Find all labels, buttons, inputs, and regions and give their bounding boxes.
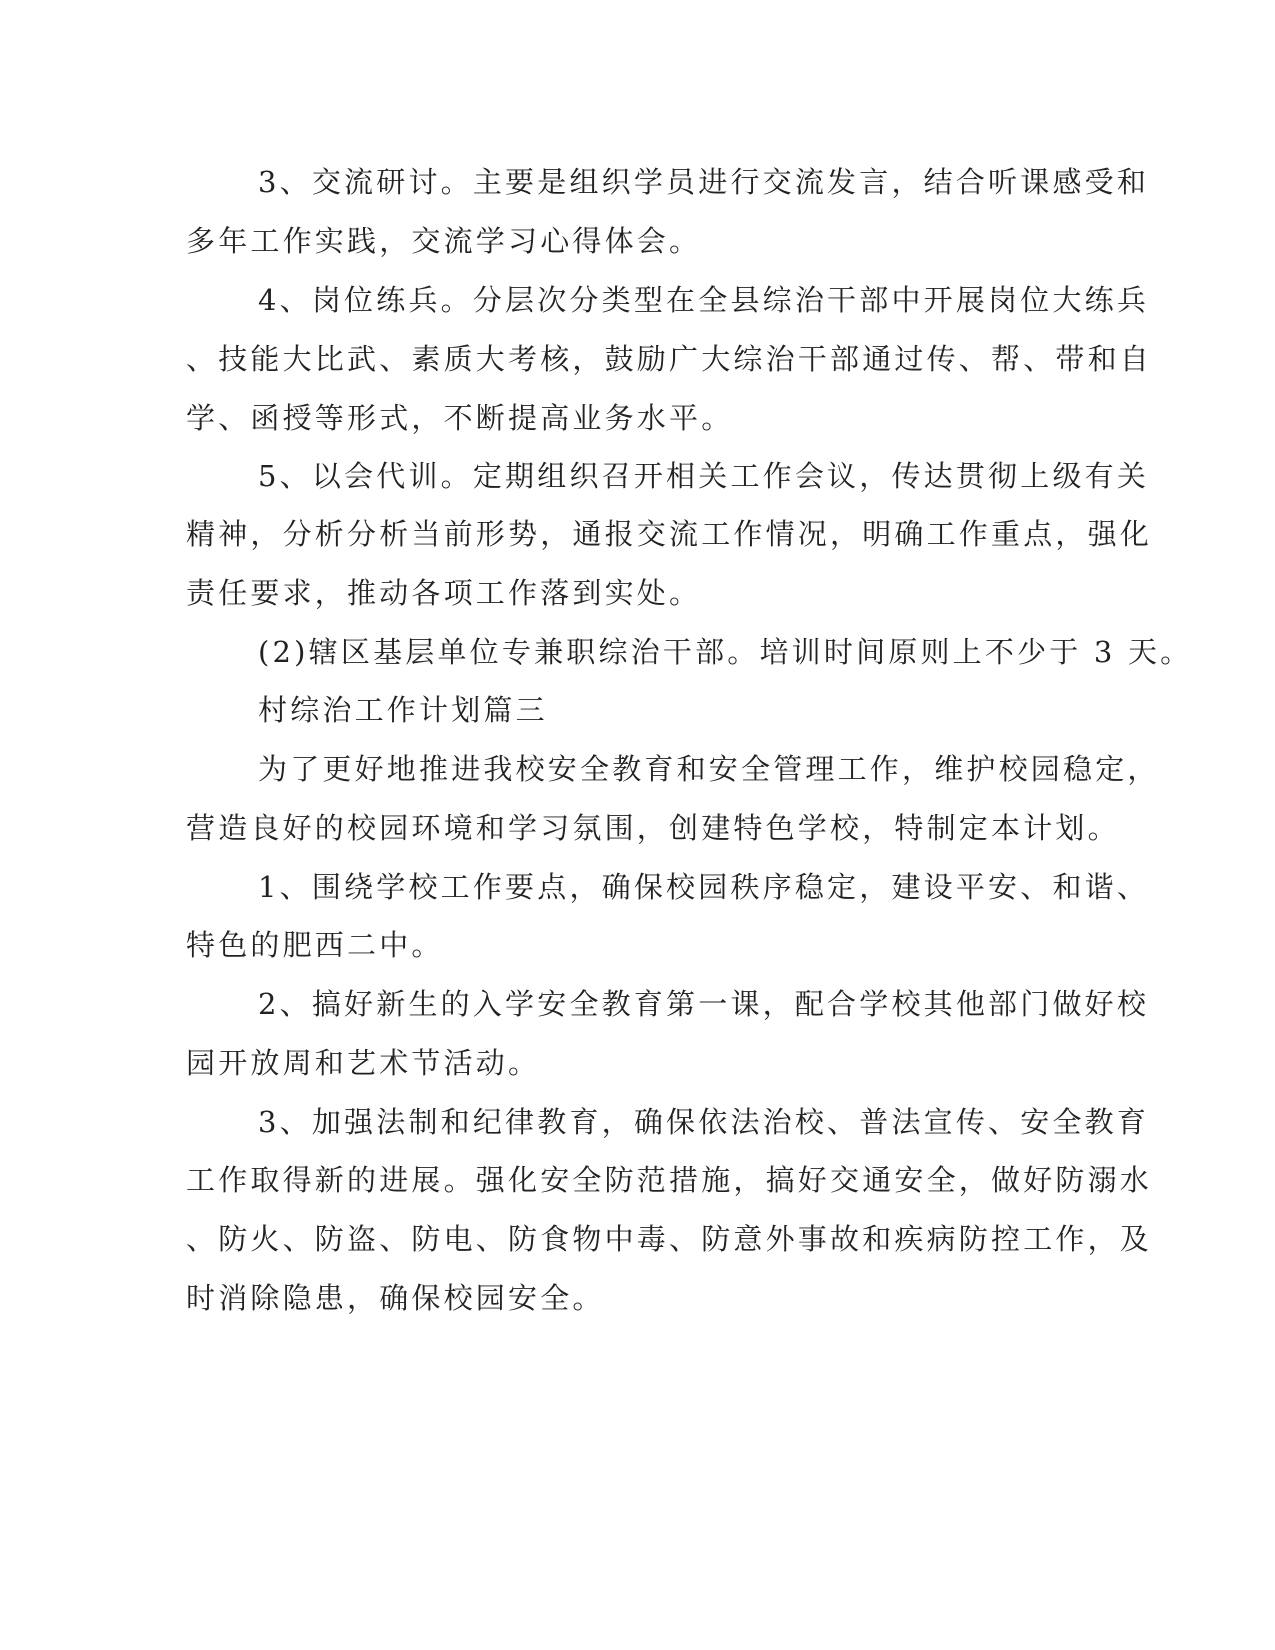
- text-line: (2)辖区基层单位专兼职综治干部。培训时间原则上不少于 3 天。: [258, 635, 1193, 669]
- text-line: 3、交流研讨。主要是组织学员进行交流发言，结合听课感受和: [258, 165, 1150, 199]
- text-line: 3、加强法制和纪律教育，确保依法治校、普法宣传、安全教育: [258, 1105, 1150, 1139]
- text-line: 学、函授等形式，不断提高业务水平。: [186, 401, 734, 435]
- text-line: 特色的肥西二中。: [186, 928, 444, 962]
- text-line: 、防火、防盗、防电、防食物中毒、防意外事故和疾病防控工作，及: [186, 1222, 1153, 1256]
- text-line: 责任要求，推动各项工作落到实处。: [186, 576, 702, 610]
- text-line: 1、围绕学校工作要点，确保校园秩序稳定，建设平安、和谐、: [258, 870, 1150, 904]
- text-line: 精神，分析分析当前形势，通报交流工作情况，明确工作重点，强化: [186, 517, 1153, 551]
- text-line: 为了更好地推进我校安全教育和安全管理工作，维护校园稳定，: [258, 752, 1160, 786]
- text-line: 2、搞好新生的入学安全教育第一课，配合学校其他部门做好校: [258, 987, 1150, 1021]
- text-line: 营造良好的校园环境和学习氛围，创建特色学校，特制定本计划。: [186, 811, 1120, 845]
- text-line: 园开放周和艺术节活动。: [186, 1046, 541, 1080]
- text-line: 时消除隐患，确保校园安全。: [186, 1281, 605, 1315]
- section-heading: 村综治工作计划篇三: [258, 693, 548, 727]
- text-line: 5、以会代训。定期组织召开相关工作会议，传达贯彻上级有关: [258, 459, 1150, 493]
- text-line: 工作取得新的进展。强化安全防范措施，搞好交通安全，做好防溺水: [186, 1163, 1153, 1197]
- text-line: 多年工作实践，交流学习心得体会。: [186, 224, 702, 258]
- text-line: 、技能大比武、素质大考核，鼓励广大综治干部通过传、帮、带和自: [186, 342, 1153, 376]
- text-line: 4、岗位练兵。分层次分类型在全县综治干部中开展岗位大练兵: [258, 283, 1150, 317]
